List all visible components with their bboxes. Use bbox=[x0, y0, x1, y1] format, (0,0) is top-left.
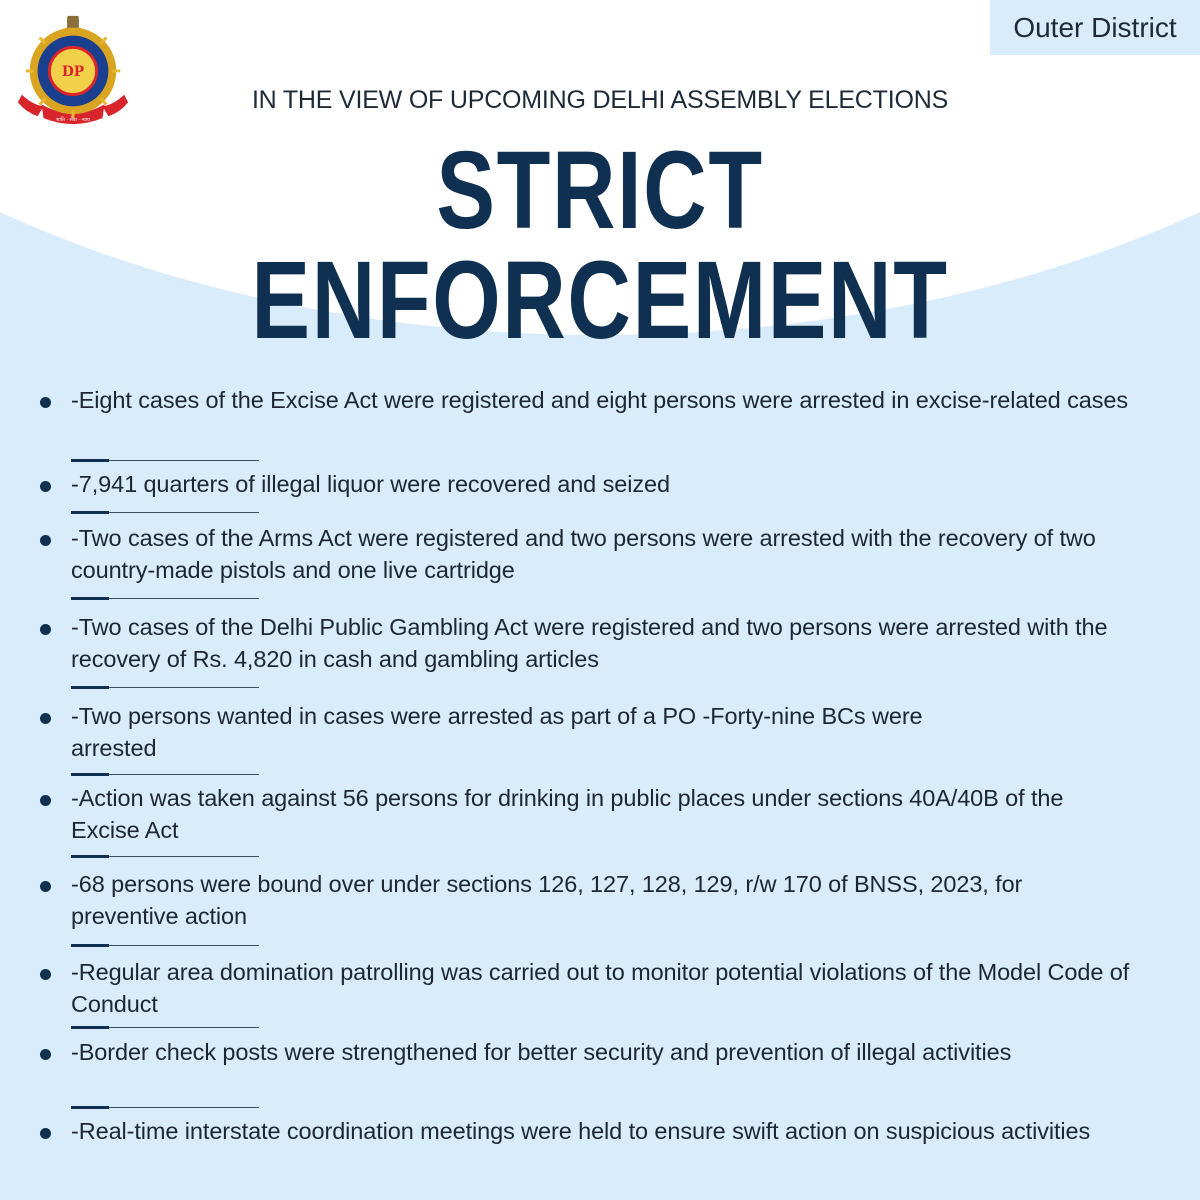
svg-text:DP: DP bbox=[61, 63, 85, 80]
bullet-icon bbox=[40, 1128, 51, 1139]
bullet-icon bbox=[40, 481, 51, 492]
bullet-icon bbox=[40, 624, 51, 635]
bullet-icon bbox=[40, 397, 51, 408]
list-item-text: -Border check posts were strengthened for better security and prevention of illegal activities bbox=[71, 1039, 1012, 1065]
list-item-text: -Regular area domination patrolling was carried out to monitor potential violations of the Model Code of Conduct bbox=[71, 959, 1130, 1017]
divider bbox=[71, 512, 259, 513]
bullet-icon bbox=[40, 713, 51, 724]
divider bbox=[71, 687, 259, 688]
divider bbox=[71, 460, 259, 461]
list-item-text: -Two cases of the Arms Act were registered and two persons were arrested with the recovery of two country-made pistols and one live cartridge bbox=[71, 525, 1096, 583]
divider bbox=[71, 856, 259, 857]
divider bbox=[71, 774, 259, 775]
divider bbox=[71, 945, 259, 946]
bullet-icon bbox=[40, 795, 51, 806]
bullet-icon bbox=[40, 969, 51, 980]
list-item-text: -7,941 quarters of illegal liquor were recovered and seized bbox=[71, 471, 670, 497]
divider bbox=[71, 1107, 259, 1108]
divider bbox=[71, 1027, 259, 1028]
svg-text:शांति · सेवा · न्याय: शांति · सेवा · न्याय bbox=[56, 117, 90, 124]
list-item-text: -68 persons were bound over under sections 126, 127, 128, 129, r/w 170 of BNSS, 2023, for preventive action bbox=[71, 871, 1023, 929]
list-item-text: -Two persons wanted in cases were arrested as part of a PO -Forty-nine BCs were arrested bbox=[71, 703, 923, 761]
list-item-text: -Real-time interstate coordination meetings were held to ensure swift action on suspicious activities bbox=[71, 1118, 1091, 1144]
divider bbox=[71, 598, 259, 599]
list-item-text: -Two cases of the Delhi Public Gambling Act were registered and two persons were arrested with the recovery of Rs. 4,820 in cash and gambling articles bbox=[71, 614, 1108, 672]
page-title: STRICT ENFORCEMENT bbox=[251, 129, 949, 362]
bullet-icon bbox=[40, 1049, 51, 1060]
list-item-text: -Eight cases of the Excise Act were registered and eight persons were arrested in excise-related cases bbox=[71, 387, 1128, 413]
list-item-text: -Action was taken against 56 persons for drinking in public places under sections 40A/40B of the Excise Act bbox=[71, 785, 1064, 843]
bullet-icon bbox=[40, 535, 51, 546]
subtitle: IN THE VIEW OF UPCOMING DELHI ASSEMBLY ELECTIONS bbox=[251, 86, 949, 114]
bullet-icon bbox=[40, 881, 51, 892]
district-badge: Outer District bbox=[990, 0, 1200, 55]
